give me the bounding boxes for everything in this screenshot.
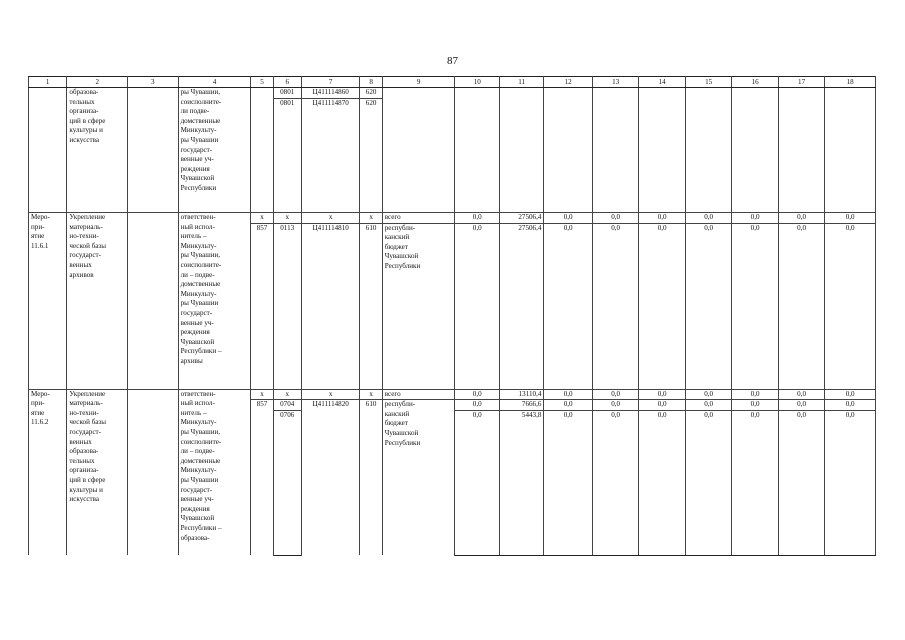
- cell: республи- канский бюджет Чувашской Республики: [382, 223, 455, 389]
- cell: 610: [360, 223, 382, 389]
- cell: 0,0: [639, 400, 685, 411]
- program-table: [28, 76, 876, 556]
- cell: x: [360, 389, 382, 400]
- cell: 0,0: [778, 410, 824, 555]
- cell: 610: [360, 400, 382, 556]
- cell: x: [301, 389, 360, 400]
- executor-text: ответствен- ный испол- нитель – Минкульту- ры Чувашии, соисполните- ли – подве- домственные Минкульту- ры Чувашии государст- венные уч- реждения Чувашской Республики – образова-: [178, 389, 251, 555]
- page-number: 87: [447, 55, 458, 67]
- measure-id: Меро- при- ятие 11.6.2: [29, 389, 67, 555]
- cell: 857: [251, 223, 273, 389]
- cell: 0,0: [544, 389, 593, 400]
- header-cell: 3: [128, 77, 179, 88]
- cell: 0,0: [825, 389, 876, 400]
- cell: 0,0: [544, 213, 593, 224]
- cell: 0,0: [778, 400, 824, 411]
- cell: 0113: [273, 223, 301, 389]
- executor-text: ответствен- ный испол- нитель – Минкульту- ры Чувашии, соисполните- ли – подве- домственные Минкульту- ры Чувашии государст- венные уч- реждения Чувашской Республики – архивы: [178, 213, 251, 390]
- header-cell: 9: [382, 77, 455, 88]
- cell: x: [251, 213, 273, 224]
- cell: x: [301, 213, 360, 224]
- header-cell: 18: [825, 77, 876, 88]
- cell: x: [360, 213, 382, 224]
- header-cell: 16: [732, 77, 778, 88]
- cell: 27506,4: [499, 223, 543, 389]
- cell: 0,0: [544, 400, 593, 411]
- header-cell: 6: [273, 77, 301, 88]
- cell: 0,0: [732, 410, 778, 555]
- cell: 0,0: [639, 389, 685, 400]
- cell: 5443,8: [499, 410, 543, 555]
- executor-text: ры Чувашии, соисполните- ли подве- домственные Минкульту- ры Чувашии государст- венные уч- реждения Чувашской Республики: [178, 88, 251, 213]
- header-cell: 8: [360, 77, 382, 88]
- cell: 0,0: [639, 223, 685, 389]
- table-row: [29, 213, 876, 224]
- cell: Ц411114810: [301, 223, 360, 389]
- cell: 0,0: [455, 223, 499, 389]
- activity-name: Укрепление материаль- но-техни- ческой базы государст- венных архивов: [67, 213, 128, 390]
- cell: 0,0: [825, 400, 876, 411]
- cell: республи- канский бюджет Чувашской Республики: [382, 400, 455, 556]
- cell: 0,0: [592, 213, 638, 224]
- section-code: 0801: [280, 98, 295, 107]
- activity-name: Укрепление материаль- но-техни- ческой базы государст- венных образова- тельных организа- ций в сфере культуры и искусства: [67, 389, 128, 555]
- expense-type: 620: [365, 98, 377, 107]
- cell: x: [273, 389, 301, 400]
- header-cell: 14: [639, 77, 685, 88]
- cell: 0,0: [592, 400, 638, 411]
- cell: 0,0: [592, 389, 638, 400]
- cell: 0704: [273, 400, 301, 411]
- cell: 0,0: [544, 410, 593, 555]
- header-cell: 5: [251, 77, 273, 88]
- cell: 13110,4: [499, 389, 543, 400]
- cell: всего: [382, 213, 455, 224]
- target-article: Ц411114860: [302, 88, 360, 99]
- cell: 0,0: [778, 223, 824, 389]
- header-cell: 7: [301, 77, 360, 88]
- cell: 0,0: [778, 213, 824, 224]
- cell: 0,0: [732, 389, 778, 400]
- cell: 0,0: [732, 213, 778, 224]
- cell: Ц411114820: [301, 400, 360, 556]
- cell: 0,0: [455, 410, 499, 555]
- cell: 0,0: [455, 213, 499, 224]
- cell: 0,0: [825, 213, 876, 224]
- header-cell: 12: [544, 77, 593, 88]
- header-cell: 10: [455, 77, 499, 88]
- cell: 0,0: [685, 389, 731, 400]
- cell: 0,0: [732, 400, 778, 411]
- cell: 0,0: [455, 389, 499, 400]
- header-cell: 17: [778, 77, 824, 88]
- target-article: Ц411114870: [312, 98, 349, 107]
- cell: 0,0: [592, 410, 638, 555]
- cell: 7666,6: [499, 400, 543, 411]
- cell: 0,0: [685, 410, 731, 555]
- cell: 0,0: [685, 400, 731, 411]
- header-cell: 1: [29, 77, 67, 88]
- cell: 0,0: [639, 410, 685, 555]
- header-cell: 2: [67, 77, 128, 88]
- cell: 857: [251, 400, 273, 556]
- section-code: 0801: [274, 88, 301, 99]
- cell: 0,0: [544, 223, 593, 389]
- cell: 0,0: [592, 223, 638, 389]
- cell: всего: [382, 389, 455, 400]
- cell: 0,0: [685, 213, 731, 224]
- cell: x: [251, 389, 273, 400]
- header-cell: 13: [592, 77, 638, 88]
- cell: 0706: [273, 410, 301, 555]
- cell: 0,0: [639, 213, 685, 224]
- cell: 27506,4: [499, 213, 543, 224]
- header-cell: 4: [178, 77, 251, 88]
- activity-name: образова- тельных организа- ций в сфере культуры и искусства: [67, 88, 128, 213]
- expense-type: 620: [360, 88, 381, 99]
- measure-id: Меро- при- ятие 11.6.1: [29, 213, 67, 390]
- header-cell: 11: [499, 77, 543, 88]
- cell: 0,0: [825, 223, 876, 389]
- cell: 0,0: [732, 223, 778, 389]
- header-row: [29, 77, 876, 88]
- cell: 0,0: [455, 400, 499, 411]
- cell: 0,0: [685, 223, 731, 389]
- table-row: [29, 88, 876, 213]
- cell: x: [273, 213, 301, 224]
- table-row: [29, 389, 876, 400]
- cell: 0,0: [778, 389, 824, 400]
- cell: 0,0: [825, 410, 876, 555]
- header-cell: 15: [685, 77, 731, 88]
